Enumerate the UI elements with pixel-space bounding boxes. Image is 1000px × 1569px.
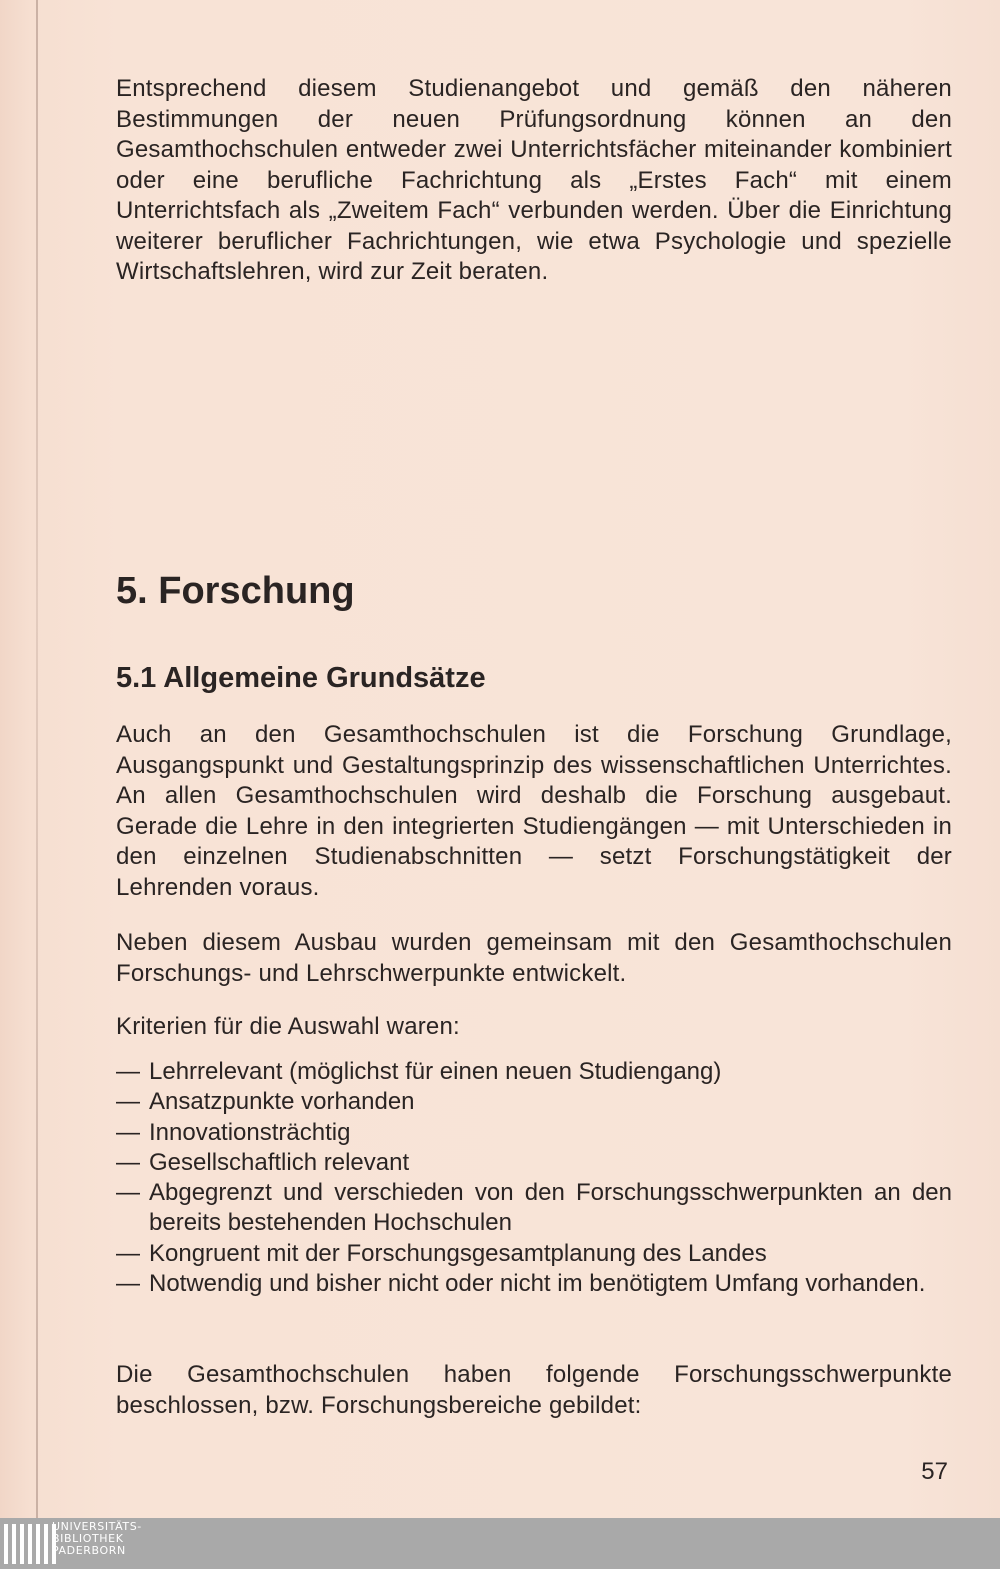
list-dash: — xyxy=(116,1118,140,1146)
paragraph-focus-areas xyxy=(116,928,952,989)
list-item-text: Innovationsträchtig xyxy=(149,1118,351,1146)
list-item xyxy=(116,1269,952,1299)
list-item xyxy=(116,1178,952,1239)
list-item xyxy=(116,1087,952,1117)
library-footer-bar xyxy=(0,1518,1000,1569)
section-heading: 5.1 Allgemeine Grundsätze xyxy=(116,662,486,694)
body-paragraph: Kriterien für die Auswahl waren: xyxy=(116,1013,460,1040)
list-dash: — xyxy=(116,1148,140,1176)
body-paragraph: Neben diesem Ausbau wurden gemeinsam mit den Gesamthochschulen Forschungs- und Lehrschwerpunkte entwickelt. xyxy=(116,929,952,987)
body-paragraph: Auch an den Gesamthochschulen ist die Forschung Grundlage, Ausgangspunkt und Gestaltungsprinzip des wissenschaftlichen Unterrichtes. An allen Gesamthochschulen wird deshalb die Forschung ausgebaut. Gerade die Lehre in den integrierten Studiengängen — mit Unterschieden in den einzelnen Studienabschnitten — setzt Forschungstätigkeit der Lehrenden voraus. xyxy=(116,721,952,901)
chapter-heading: 5. Forschung xyxy=(116,570,355,612)
paragraph-closing xyxy=(116,1360,952,1421)
list-item xyxy=(116,1148,952,1178)
paragraph-criteria-intro xyxy=(116,1012,952,1043)
list-dash: — xyxy=(116,1088,140,1116)
logo-line: BIBLIOTHEK xyxy=(52,1532,124,1545)
list-dash: — xyxy=(116,1239,140,1267)
criteria-list xyxy=(116,1057,952,1299)
list-dash: — xyxy=(116,1270,140,1298)
list-item-text: Gesellschaftlich relevant xyxy=(149,1148,410,1176)
list-item-text: Lehrrelevant (möglichst für einen neuen Studiengang) xyxy=(149,1058,722,1085)
list-item-text: Kongruent mit der Forschungsgesamtplanung des Landes xyxy=(149,1239,767,1267)
logo-line: UNIVERSITÄTS- xyxy=(52,1520,142,1533)
list-item-text: Notwendig und bisher nicht oder nicht im benötigtem Umfang vorhanden. xyxy=(149,1270,926,1298)
list-item-text: Ansatzpunkte vorhanden xyxy=(149,1088,415,1116)
criteria-list-container xyxy=(116,1057,952,1299)
intro-paragraph: Entsprechend diesem Studienangebot und gemäß den näheren Bestimmungen der neuen Prüfungsordnung können an den Gesamthochschulen entweder zwei Unterrichtsfächer miteinander kombiniert oder eine berufliche Fachrichtung als „Erstes Fach“ mit einem Unterrichtsfach als „Zweitem Fach“ verbunden werden. Über die Einrichtung weiterer beruflicher Fachrichtungen, wie etwa Psychologie und spezielle Wirtschaftslehren, wird zur Zeit beraten. xyxy=(116,75,952,285)
body-paragraph: Die Gesamthochschulen haben folgende Forschungsschwerpunkte beschlossen, bzw. Forschungsbereiche gebildet: xyxy=(116,1361,952,1419)
logo-line: PADERBORN xyxy=(52,1544,126,1557)
list-item-text: Abgegrenzt und verschieden von den Forschungsschwerpunkten an den bereits bestehenden Hochschulen xyxy=(149,1179,952,1237)
page-gutter xyxy=(36,0,38,1518)
paragraph-research-basis xyxy=(116,720,952,903)
library-logo-icon xyxy=(4,1524,56,1564)
page-content xyxy=(116,74,952,1419)
library-logo-text xyxy=(52,1521,142,1557)
page-number: 57 xyxy=(921,1458,948,1485)
list-dash: — xyxy=(116,1179,140,1207)
list-item xyxy=(116,1118,952,1148)
list-item xyxy=(116,1239,952,1269)
list-dash: — xyxy=(116,1058,140,1085)
list-item xyxy=(116,1057,952,1087)
